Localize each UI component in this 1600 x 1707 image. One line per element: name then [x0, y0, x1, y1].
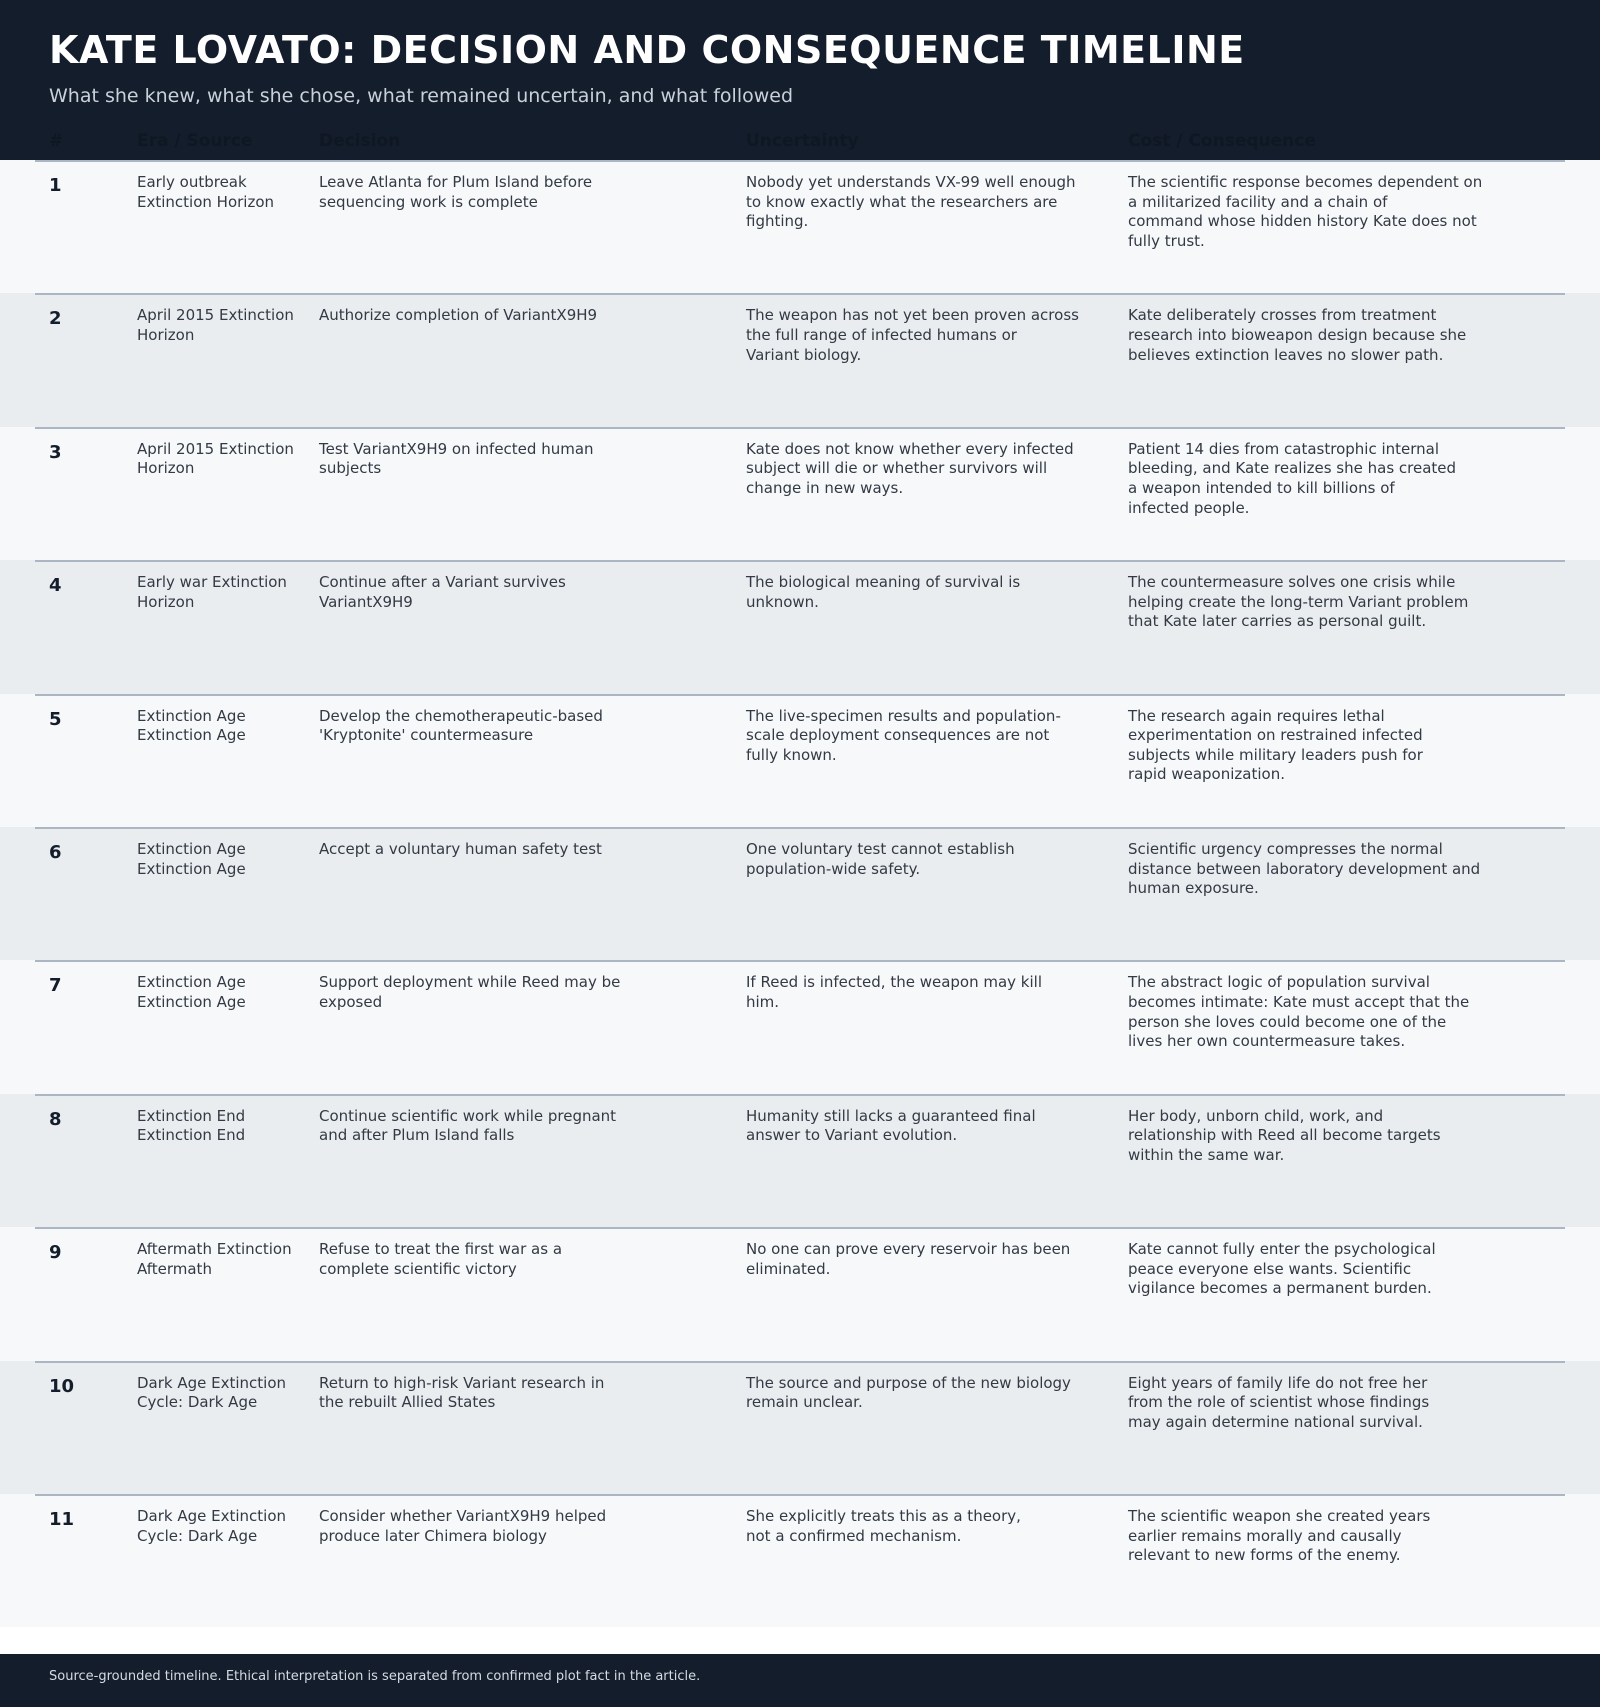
column-header-cost: Cost / Consequence — [1128, 131, 1316, 151]
row-cost-consequence: Her body, unborn child, work, and relationship with Reed all become targets within the same war. — [1128, 1106, 1441, 1164]
table-row — [0, 960, 1600, 1093]
row-era-source: April 2015 Extinction Horizon — [137, 439, 294, 478]
table-row — [0, 1494, 1600, 1627]
row-number: 10 — [49, 1375, 75, 1397]
row-era-source: Early war Extinction Horizon — [137, 573, 287, 611]
row-era-source: Extinction Age Extinction Age — [137, 706, 246, 745]
row-number: 9 — [49, 1242, 62, 1264]
row-uncertainty: She explicitly treats this as a theory, not a confirmed mechanism. — [746, 1506, 1021, 1545]
row-era-source: Aftermath Extinction Aftermath — [137, 1240, 292, 1278]
column-header-number: # — [49, 131, 64, 151]
row-decision: Continue after a Variant survives VariantX9H9 — [319, 573, 566, 611]
footer-bar — [0, 1654, 1600, 1707]
row-cost-consequence: Scientific urgency compresses the normal distance between laboratory development and human exposure. — [1128, 839, 1481, 898]
row-decision: Develop the chemotherapeutic-based 'Kryptonite' countermeasure — [319, 706, 603, 745]
row-uncertainty: The weapon has not yet been proven across the full range of infected humans or Variant biology. — [746, 306, 1079, 364]
row-cost-consequence: Eight years of family life do not free her from the role of scientist whose findings may again determine national survival. — [1128, 1373, 1430, 1431]
row-era-source: Extinction Age Extinction Age — [137, 973, 246, 1011]
row-decision: Continue scientific work while pregnant and after Plum Island falls — [319, 1106, 617, 1145]
row-number: 1 — [49, 175, 62, 196]
row-uncertainty: The live-specimen results and population- scale deployment consequences are not fully known. — [746, 706, 1061, 764]
column-header-decision: Decision — [319, 131, 401, 151]
row-cost-consequence: Kate cannot fully enter the psychological peace everyone else wants. Scientific vigilance becomes a permanent burden. — [1128, 1240, 1436, 1298]
row-number: 4 — [49, 575, 62, 597]
row-era-source: Extinction Age Extinction Age — [137, 839, 246, 878]
row-number: 5 — [49, 708, 62, 730]
column-header-uncertainty: Uncertainty — [746, 131, 859, 151]
row-uncertainty: Nobody yet understands VX-99 well enough to know exactly what the researchers are fighting. — [746, 173, 1076, 231]
row-number: 6 — [49, 841, 62, 863]
row-number: 2 — [49, 308, 62, 330]
row-cost-consequence: The scientific response becomes dependent on a militarized facility and a chain of command whose hidden history Kate does not fully trust. — [1128, 173, 1483, 250]
row-uncertainty: The biological meaning of survival is unknown. — [746, 573, 1021, 611]
header-banner — [0, 0, 1600, 160]
row-cost-consequence: The scientific weapon she created years earlier remains morally and causally relevant to new forms of the enemy. — [1128, 1506, 1431, 1565]
table-row — [0, 1094, 1600, 1227]
row-number: 11 — [49, 1508, 75, 1530]
row-decision: Test VariantX9H9 on infected human subjects — [319, 439, 594, 478]
timeline-table — [0, 160, 1600, 1627]
row-decision: Consider whether VariantX9H9 helped produce later Chimera biology — [319, 1506, 607, 1545]
row-decision: Accept a voluntary human safety test — [319, 839, 602, 858]
table-row — [0, 160, 1600, 293]
row-decision: Refuse to treat the first war as a complete scientific victory — [319, 1240, 563, 1278]
table-row — [0, 427, 1600, 560]
table-row — [0, 1361, 1600, 1494]
row-era-source: Extinction End Extinction End — [137, 1106, 246, 1145]
row-number: 7 — [49, 975, 62, 997]
row-uncertainty: If Reed is infected, the weapon may kill him. — [746, 973, 1043, 1011]
row-uncertainty: One voluntary test cannot establish population-wide safety. — [746, 839, 1015, 878]
page-title: KATE LOVATO: DECISION AND CONSEQUENCE TIMELINE — [49, 28, 1245, 72]
row-cost-consequence: Kate deliberately crosses from treatment research into bioweapon design because she believes extinction leaves no slower path. — [1128, 306, 1467, 364]
row-uncertainty: The source and purpose of the new biology remain unclear. — [746, 1373, 1071, 1412]
table-row — [0, 1227, 1600, 1360]
row-uncertainty: Humanity still lacks a guaranteed final answer to Variant evolution. — [746, 1106, 1036, 1145]
row-cost-consequence: The research again requires lethal experimentation on restrained infected subjects while military leaders push for rapid weaponization. — [1128, 706, 1423, 784]
row-decision: Support deployment while Reed may be exposed — [319, 973, 621, 1011]
row-era-source: Dark Age Extinction Cycle: Dark Age — [137, 1373, 287, 1412]
row-cost-consequence: Patient 14 dies from catastrophic internal bleeding, and Kate realizes she has created a weapon intended to kill billions of infected people. — [1128, 439, 1457, 517]
table-row — [0, 827, 1600, 960]
row-cost-consequence: The abstract logic of population survival becomes intimate: Kate must accept that the person she loves could become one of the lives her own countermeasure takes. — [1128, 973, 1470, 1051]
row-era-source: Dark Age Extinction Cycle: Dark Age — [137, 1506, 287, 1545]
row-number: 3 — [49, 441, 62, 463]
page-subtitle: What she knew, what she chose, what remained uncertain, and what followed — [49, 85, 794, 107]
row-uncertainty: Kate does not know whether every infected subject will die or whether survivors will change in new ways. — [746, 439, 1074, 497]
table-row — [0, 293, 1600, 426]
table-row — [0, 694, 1600, 827]
row-number: 8 — [49, 1108, 62, 1130]
row-decision: Return to high-risk Variant research in the rebuilt Allied States — [319, 1373, 605, 1412]
row-uncertainty: No one can prove every reservoir has been eliminated. — [746, 1240, 1071, 1278]
row-era-source: Early outbreak Extinction Horizon — [137, 173, 275, 211]
row-era-source: April 2015 Extinction Horizon — [137, 306, 294, 344]
footer-note: Source-grounded timeline. Ethical interpretation is separated from confirmed plot fact in the article. — [49, 1669, 701, 1684]
column-header-era: Era / Source — [137, 131, 253, 151]
row-decision: Leave Atlanta for Plum Island before sequencing work is complete — [319, 173, 593, 211]
table-row — [0, 560, 1600, 693]
row-cost-consequence: The countermeasure solves one crisis while helping create the long-term Variant problem that Kate later carries as personal guilt. — [1128, 573, 1469, 631]
row-decision: Authorize completion of VariantX9H9 — [319, 306, 598, 325]
